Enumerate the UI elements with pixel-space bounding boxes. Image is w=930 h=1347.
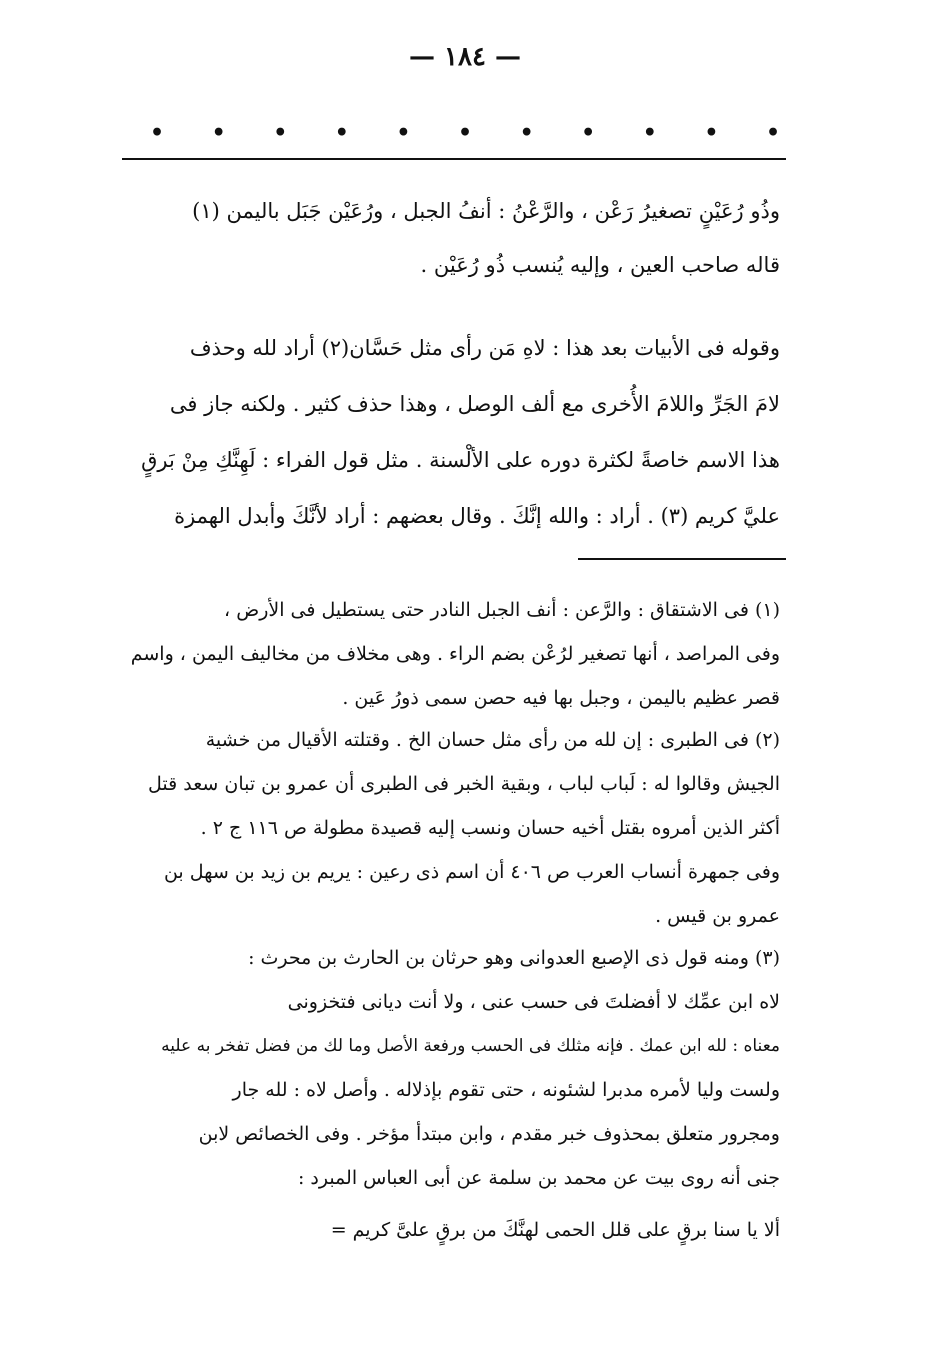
footnote-divider xyxy=(578,558,786,560)
footnote-3 xyxy=(130,936,780,1252)
text-line: وقوله فى الأبيات بعد هذا : لاهِ مَن رأى مثل حَسَّان(٢) أراد لله وحذف xyxy=(189,336,780,360)
separator-dot: • xyxy=(396,120,411,146)
footnote-line: (٣) ومنه قول ذى الإصبع العدوانى وهو حرثان بن الحارث بن محرث : xyxy=(248,947,780,969)
separator-dots xyxy=(150,120,780,146)
footnote-line: قصر عظيم باليمن ، وجبل بها فيه حصن سمى ذورُ عَين . xyxy=(342,687,780,709)
text-line: لامَ الجَرِّ واللامَ الأُخرى مع ألف الوصل ، وهذا حذف كثير . ولكنه جاز فى xyxy=(169,392,780,416)
footnote-line: الجيش وقالوا له : لَباب لباب ، وبقية الخبر فى الطبرى أن عمرو بن تبان سعد قتل xyxy=(148,773,780,795)
verse-line: ألا يا سنا برقٍ على قلل الحمى لهنَّكَ من برقٍ علىَّ كريم = xyxy=(330,1219,780,1241)
footnote-2 xyxy=(130,718,780,938)
main-paragraph-2 xyxy=(130,320,780,544)
separator-dot: • xyxy=(150,120,165,146)
footnote-line: ولست وليا لأمره مدبرا لشئونه ، حتى تقوم بإذلاله . وأصل لاه : لله جار xyxy=(232,1079,780,1101)
verse-line: لاه ابن عمِّك لا أفضلتَ فى حسب عنى ، ولا أنت ديانى فتخزونى xyxy=(287,991,780,1013)
text-line: هذا الاسم خاصةً لكثرة دوره على الألْسنة . مثل قول الفراء : لَهِنَّكِ مِنْ بَرقٍ xyxy=(141,448,780,472)
separator-dot: • xyxy=(273,120,288,146)
footnote-line: (١) فى الاشتقاق : والرَّعن : أنف الجبل النادر حتى يستطيل فى الأرض ، xyxy=(224,599,780,621)
text-line: قاله صاحب العين ، وإليه يُنسب ذُو رُعَيْن . xyxy=(420,253,780,277)
separator-dot: • xyxy=(581,120,596,146)
text-line: عليَّ كريم (٣) . أراد : والله إنَّكَ . وقال بعضهم : أراد لأنَّكَ وأبدل الهمزة xyxy=(174,504,780,528)
separator-dot: • xyxy=(457,120,473,146)
footnote-line: معناه : لله ابن عمك . فإنه مثلك فى الحسب ورفعة الأصل وما لك من فضل تفخر به عليه xyxy=(161,1036,780,1056)
footnote-line: (٢) فى الطبرى : إن لله من رأى مثل حسان الخ . وقتلته الأقيال من خشية xyxy=(205,729,780,751)
footnote-line: عمرو بن قيس . xyxy=(655,905,780,927)
footnote-line: وفى المراصد ، أنها تصغير لرُعْن بضم الراء . وهى مخلاف من مخاليف اليمن ، واسم xyxy=(130,643,780,665)
separator-dot: • xyxy=(334,120,349,146)
separator-dot: • xyxy=(211,120,226,146)
separator-dot: • xyxy=(642,120,657,146)
footnote-line: جنى أنه روى بيت عن محمد بن سلمة عن أبى العباس المبرد : xyxy=(297,1167,780,1189)
footnote-line: ومجرور متعلق بمحذوف خبر مقدم ، وابن مبتدأ مؤخر . وفى الخصائص لابن xyxy=(198,1123,780,1145)
top-divider xyxy=(122,158,786,160)
separator-dot: • xyxy=(519,120,534,146)
separator-dot: • xyxy=(704,120,719,146)
footnote-line: أكثر الذين أمروه بقتل أخيه حسان ونسب إليه قصيدة مطولة ص ١١٦ ج ٢ . xyxy=(200,817,780,839)
footnote-1 xyxy=(130,588,780,720)
footnote-line: وفى جمهرة أنساب العرب ص ٤٠٦ أن اسم ذى رعين : يريم بن زيد بن سهل بن xyxy=(163,861,780,883)
separator-dot: • xyxy=(765,120,780,146)
text-line: وذُو رُعَيْنٍ تصغيرُ رَعْن ، والرَّعْنُ : أنفُ الجبل ، ورُعَيْن جَبَل باليمن (١) xyxy=(192,199,780,223)
main-paragraph-1 xyxy=(130,184,780,292)
page-number: — ١٨٤ — xyxy=(408,42,522,72)
